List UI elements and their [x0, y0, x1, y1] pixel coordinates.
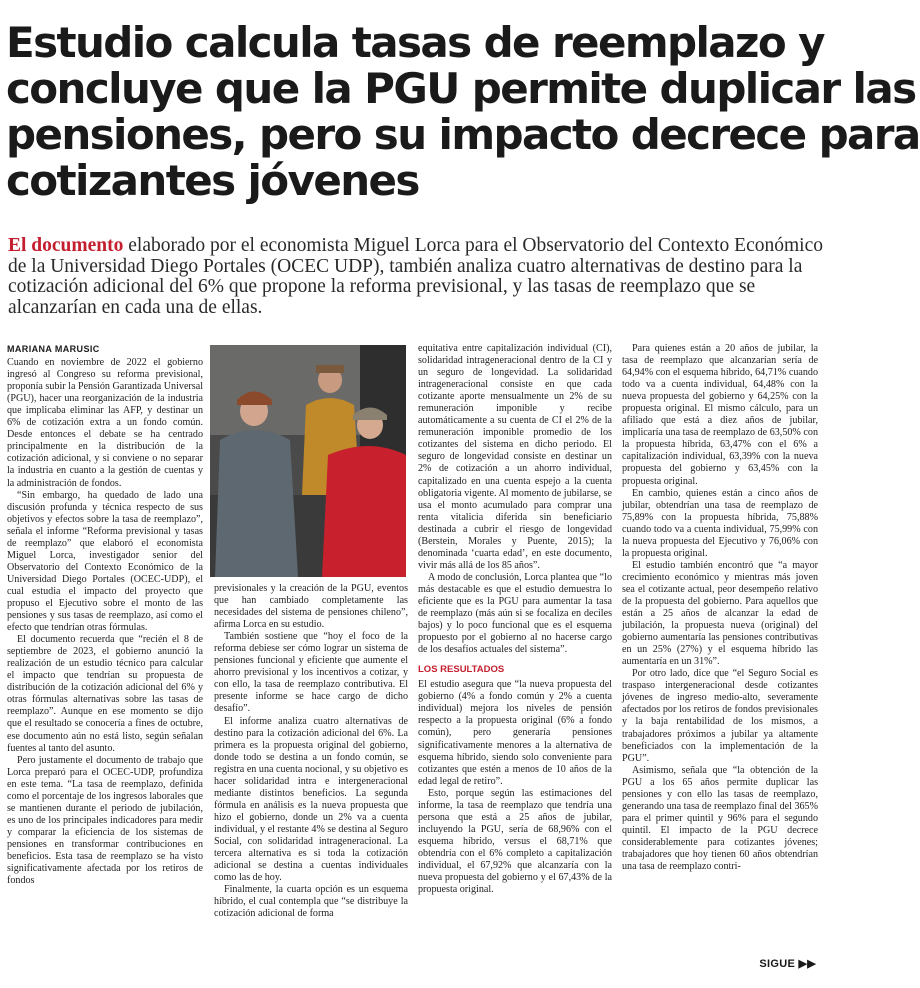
lead-line: alcanzarían en cada una de ellas. — [8, 296, 263, 318]
headline-line: Estudio calcula tasas de reemplazo y — [6, 18, 824, 67]
headline-line: pensiones, pero su impacto decrece para — [6, 110, 920, 159]
article-column-4 — [622, 343, 818, 966]
headline — [6, 18, 920, 205]
lead-line: cotización adicional del 6% que propone la reforma previsional, y las tasas de reemplazo que se — [8, 276, 756, 297]
body-paragraph: El informe analiza cuatro alternativas de destino para la cotización adicional del 6%. La primera es la propuesta original del gobierno, donde todo se destina a un fondo común, se registra en una cuenta nocional, y su objetivo es hacer solidaridad intra e intergeneracional mediante distintos beneficios. La segunda fórmula en análisis es la nueva propuesta que hizo el gobierno, donde un 2% va a cuenta individual, y el restante 4% se destina al Seguro Social, con solidaridad intrageneracional. La tercera alternativa es si toda la cotización adicional se destina a cuentas individuales como las de hoy. — [214, 715, 408, 884]
byline: MARIANA MARUSIC — [7, 344, 100, 354]
body-paragraph: El documento recuerda que “recién el 8 de septiembre de 2023, el gobierno anunció la realización de un estudio técnico para calcular el impacto que tendrían su propuesta de distribución de la cotización adicional del 6% y otras fórmulas alternativas sobre las tasas de reemplazo”. Aunque en ese momento se dijo que el resultado se conocería a fines de octubre, ese documento aún no está listo, según señalan fuentes al tanto del asunto. — [7, 634, 203, 754]
body-paragraph: Pero justamente el documento de trabajo que Lorca preparó para el OCEC-UDP, profundiza en este tema. “La tasa de reemplazo, definida como el porcentaje de los ingresos laborales que se mantienen durante el periodo de jubilación, es uno de los principales indicadores para medir y comparar la eficiencia de los sistemas de pensiones en transformar contribuciones en beneficios. Esta tasa de reemplazo se ha visto significativamente afectada por los retiros de fondos — [7, 754, 203, 887]
body-paragraph: También sostiene que “hoy el foco de la reforma debiese ser cómo lograr un sistema de pensiones funcional y eficiente que aumente el ahorro previsional y los incentivos a cotizar, y con ello, la tasa de reemplazo contributiva. El presente informe se hace cargo de dicho desafío”. — [214, 631, 408, 715]
headline-line: concluye que la PGU permite duplicar las — [6, 64, 916, 113]
body-paragraph: A modo de conclusión, Lorca plantea que “lo más destacable es que el estudio demuestra lo eficiente que es la PGU para aumentar la tasa de reemplazo (más aún si se focaliza en deciles bajos) y lo poco funcional que es el esquema propuesto por el gobierno al no hacerse cargo de los desafíos actuales del sistema”. — [418, 571, 612, 656]
body-paragraph: El estudio también encontró que “a mayor crecimiento económico y mientras más joven sea el cotizante actual, peor desempeño relativo de la propuesta del gobierno. Para aquellos que están a 25 años de alcanzar la edad de jubilación, la propuesta nueva (original) del gobierno aumentaría las pensiones contributivas en un 25% (27%) y el esquema híbrido las aumentaría en un 31%”. — [622, 559, 818, 668]
article-photo — [210, 345, 406, 577]
section-subhead: LOS RESULTADOS — [418, 664, 505, 676]
body-paragraph: Asimismo, señala que “la obtención de la PGU a los 65 años permite duplicar las pensiones y con ello las tasas de reemplazo, generando una tasa de reemplazo final del 365% para el primer quintil y 96% para el segundo quintil. El impacto de la PGU decrece considerablemente para cotizantes jóvenes; trabajadores que hoy tienen 60 años obtendrían una tasa de reemplazo contri- — [622, 764, 818, 873]
body-paragraph: En cambio, quienes están a cinco años de jubilar, obtendrían una tasa de reemplazo de 75,89% con la propuesta híbrida, 75,88% cuando todo va a cuenta individual, 75,99% con la nueva propuesta del Ejecutivo y 76,06% con la propuesta original. — [622, 487, 818, 559]
headline-line: cotizantes jóvenes — [6, 156, 419, 205]
lead-paragraph — [8, 236, 822, 318]
body-paragraph: “Sin embargo, ha quedado de lado una discusión profunda y técnica respecto de sus objetivos y efectos sobre la tasa de reemplazo”, señala el informe “Reforma previsional y tasas de reemplazo” que elaboró el economista Miguel Lorca, investigador senior del Observatorio del Contexto Económico de la Universidad Diego Portales (OCEC-UDP), el cual estudia el impacto del proyecto que propuso el Ejecutivo sobre el monto de las pensiones y sus tasas de reemplazo, así como el efecto que tendrían otras fórmulas. — [7, 489, 203, 634]
body-paragraph: previsionales y la creación de la PGU, eventos que han cambiado completamente las necesidades del sistema de pensiones chileno”, afirma Lorca en su estudio. — [214, 583, 408, 631]
body-paragraph: El estudio asegura que “la nueva propuesta del gobierno (4% a fondo común y 2% a cuenta individual) mejora los niveles de pensión respecto a la propuesta original (6% a fondo común), pero generaría pensiones significativamente menores a la alternativa de esquema híbrido, siendo solo conveniente para cotizantes que estén a menos de 10 años de la edad legal de retiro”. — [418, 679, 612, 787]
elderly-people-photo — [210, 345, 406, 577]
lead-label: El documento — [8, 235, 124, 256]
body-paragraph: Por otro lado, dice que “el Seguro Social es traspaso intergeneracional desde cotizantes jóvenes de ingreso medio-alto, severamente afectados por los retiros de fondos previsionales y la baja rentabilidad de los mismos, a trabajadores próximos a jubilar ya altamente beneficiados con la implementación de la PGU”. — [622, 668, 818, 764]
lead-text: elaborado por el economista Miguel Lorca para el Observatorio del Contexto Económico — [123, 235, 823, 256]
body-paragraph: Esto, porque según las estimaciones del informe, la tasa de reemplazo que tendría una persona que está a 25 años de jubilar, incluyendo la PGU, sería de 68,96% con el esquema híbrido, versus el 68,71% que obtendría con el 6% completo a capitalización individual, el 67,92% que alcanzaría con la nueva propuesta del gobierno y el 67,43% de la propuesta original. — [418, 787, 612, 896]
article-column-3 — [418, 343, 612, 966]
article-column-2 — [214, 583, 408, 966]
article-column-1 — [7, 343, 203, 966]
body-paragraph: equitativa entre capitalización individual (CI), solidaridad intrageneracional dentro de la CI y un seguro de longevidad. La solidaridad intrageneracional consiste en que cada cotizante aporte mensualmente un 2% de su remuneración imponible y recibe automáticamente a su cuenta de CI el 2% de la remuneración imponible promedio de los cotizantes del sistema en dicho periodo. El seguro de longevidad consiste en destinar un 2% de cotización a un ahorro individual, capitalizado en una cuenta espejo a la cuenta obligatoria vigente. Al momento de jubilarse, se usa el monto acumulado para comprar una renta vitalicia diferida sin beneficiario destinada a cubrir el riesgo de longevidad (Berstein, Morales y Puente, 2015); la denominada ‘cuarta edad’, en este documento, vivir más allá de los 85 años”. — [418, 343, 612, 571]
continue-label: SIGUE ▶▶ — [759, 958, 816, 970]
body-paragraph: Para quienes están a 20 años de jubilar, la tasa de reemplazo que alcanzarían sería de 64,94% con el esquema híbrido, 64,71% cuando todo va a cuenta individual, 64,48% con la nueva propuesta del gobierno y 64,25% con la propuesta original. El mismo cálculo, para un afiliado que está a diez años de jubilar, implicaría una tasa de reemplazo de 63,50% con la propuesta híbrida, 63,47% con el 6% a capitalización individual, 63,39% con la nueva propuesta del gobierno y 63,45% con la propuesta original. — [622, 343, 818, 487]
body-paragraph: Cuando en noviembre de 2022 el gobierno ingresó al Congreso su reforma previsional, proponía subir la Pensión Garantizada Universal (PGU), hacer una reorganización de la industria que implicaba eliminar las AFP, y destinar un 6% de cotización extra a un fondo común. Desde entonces el debate se ha centrado principalmente en la distribución de la cotización adicional, y si conviene o no separar la industria en cuanto a la gestión de cuentas y la administración de fondos. — [7, 357, 203, 489]
body-paragraph: Finalmente, la cuarta opción es un esquema híbrido, el cual contempla que “se distribuye la cotización adicional de forma — [214, 884, 408, 920]
lead-line — [8, 236, 822, 257]
lead-line: de la Universidad Diego Portales (OCEC UDP), también analiza cuatro alternativas de destino para la — [8, 255, 803, 277]
